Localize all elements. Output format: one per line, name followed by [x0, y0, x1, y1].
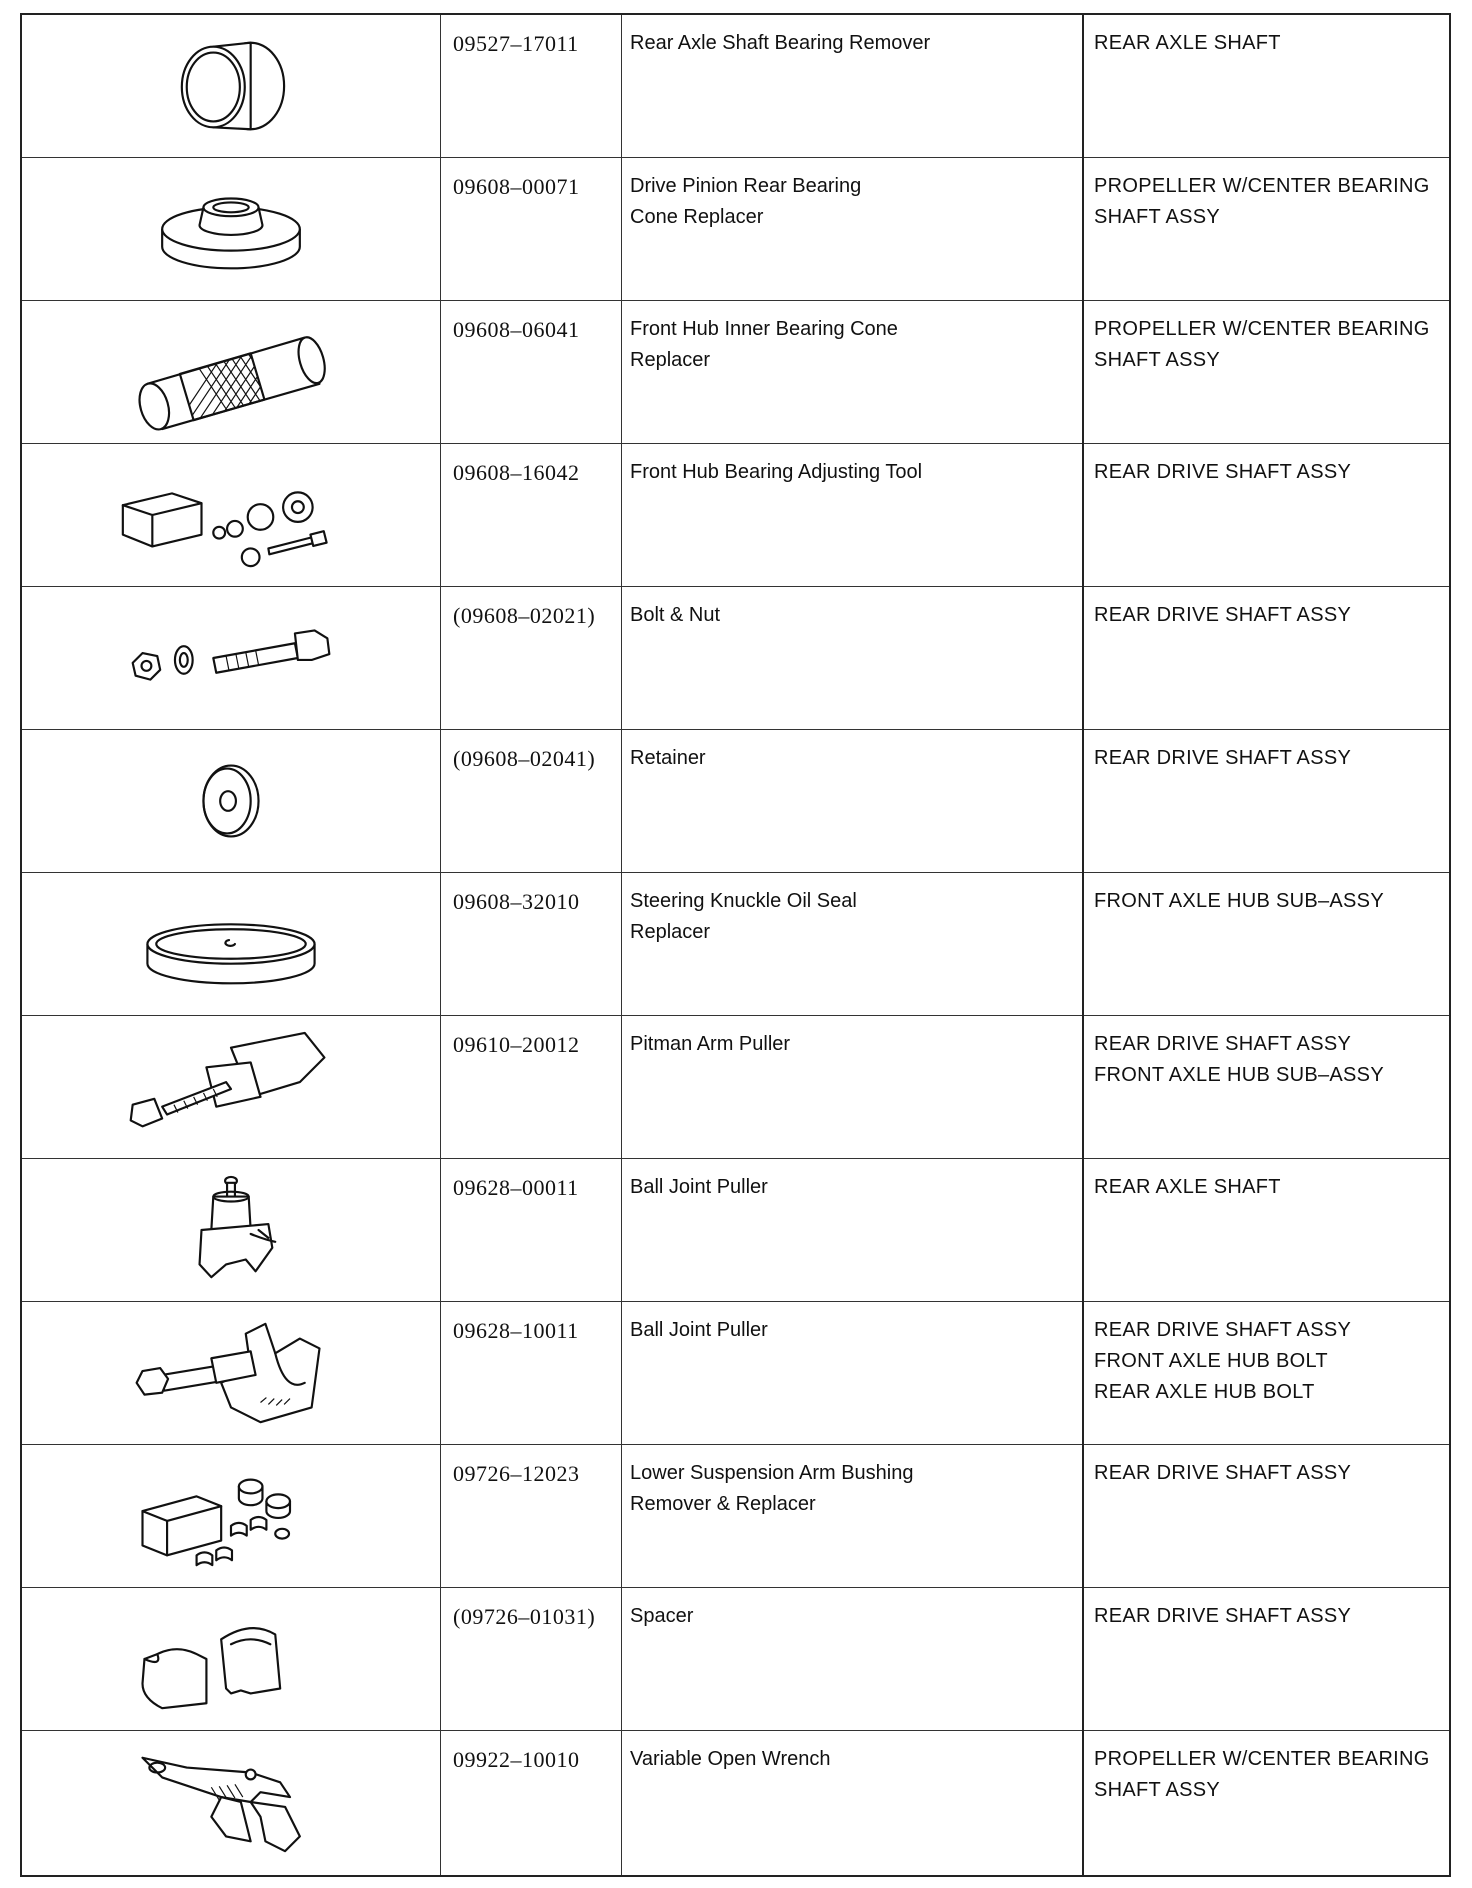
tool-illustration-cell [21, 1731, 441, 1876]
tool-name: Rear Axle Shaft Bearing Remover [630, 32, 931, 54]
tool-name-cell [622, 1445, 1084, 1588]
tool-row-6 [21, 730, 1450, 873]
application-note: PROPELLER W/CENTER BEARING SHAFT ASSY [1094, 175, 1430, 228]
tool-row-4 [21, 444, 1450, 587]
bolt-and-nut-icon [101, 599, 361, 717]
tool-illustration-cell [21, 730, 441, 873]
tool-illustration [22, 587, 440, 729]
part-number-cell [441, 1588, 622, 1731]
tool-row-9 [21, 1159, 1450, 1302]
tool-name: Steering Knuckle Oil Seal Replacer [630, 890, 857, 943]
part-number: 09527–17011 [453, 31, 579, 56]
application-note: REAR DRIVE SHAFT ASSY [1094, 1462, 1352, 1484]
application-cell [1083, 301, 1450, 444]
part-number: 09922–10010 [453, 1747, 580, 1772]
tool-illustration-cell [21, 301, 441, 444]
application-cell [1083, 587, 1450, 730]
tool-illustration-cell [21, 1016, 441, 1159]
tool-illustration-cell [21, 1302, 441, 1445]
tool-illustration [22, 1445, 440, 1587]
tool-illustration [22, 730, 440, 872]
knurled-cylinder-icon [101, 313, 361, 431]
tool-name-cell [622, 1588, 1084, 1731]
part-number-cell [441, 1016, 622, 1159]
tool-name-cell [622, 730, 1084, 873]
part-number-cell [441, 444, 622, 587]
tool-name: Ball Joint Puller [630, 1319, 768, 1341]
part-number: 09726–12023 [453, 1461, 580, 1486]
tool-name: Variable Open Wrench [630, 1748, 831, 1770]
tool-name-cell [622, 301, 1084, 444]
tool-name: Pitman Arm Puller [630, 1033, 791, 1055]
part-number-cell [441, 1731, 622, 1876]
ball-joint-puller-fork-icon [101, 1171, 361, 1289]
tool-row-2 [21, 158, 1450, 301]
retainer-washer-icon [101, 742, 361, 860]
part-number: 09608–06041 [453, 317, 580, 342]
tool-name-cell [622, 1302, 1084, 1445]
application-cell [1083, 1302, 1450, 1445]
tool-name: Bolt & Nut [630, 604, 721, 626]
bearing-cone-replacer-icon [101, 170, 361, 288]
special-service-tools-table [20, 13, 1451, 1877]
tool-name: Lower Suspension Arm Bushing Remover & Replacer [630, 1462, 914, 1515]
tool-name-cell [622, 1159, 1084, 1302]
tool-illustration [22, 444, 440, 586]
part-number-cell [441, 301, 622, 444]
part-number: 09608–32010 [453, 889, 580, 914]
tool-row-11 [21, 1445, 1450, 1588]
tool-name: Front Hub Bearing Adjusting Tool [630, 461, 923, 483]
variable-open-wrench-icon [101, 1743, 361, 1861]
part-number: 09608–00071 [453, 174, 580, 199]
part-number-cell [441, 730, 622, 873]
part-number: 09610–20012 [453, 1032, 580, 1057]
tool-illustration [22, 15, 440, 157]
part-number: (09608–02021) [453, 603, 596, 628]
application-note: REAR DRIVE SHAFT ASSY [1094, 747, 1352, 769]
application-cell [1083, 158, 1450, 301]
tool-illustration-cell [21, 14, 441, 158]
bushing-tool-set-icon [101, 1457, 361, 1575]
application-cell [1083, 1159, 1450, 1302]
application-note: PROPELLER W/CENTER BEARING SHAFT ASSY [1094, 1748, 1430, 1801]
part-number-cell [441, 873, 622, 1016]
application-note: REAR DRIVE SHAFT ASSY [1094, 1605, 1352, 1627]
application-cell [1083, 1731, 1450, 1876]
tool-name: Ball Joint Puller [630, 1176, 768, 1198]
tool-name: Spacer [630, 1605, 694, 1627]
tool-illustration [22, 1588, 440, 1730]
oil-seal-replacer-icon [101, 885, 361, 1003]
tool-illustration [22, 873, 440, 1015]
part-number: 09608–16042 [453, 460, 580, 485]
adjusting-tool-set-icon [101, 456, 361, 574]
tool-name-cell [622, 873, 1084, 1016]
application-note: REAR DRIVE SHAFT ASSY [1094, 461, 1352, 483]
tool-illustration [22, 301, 440, 443]
tool-illustration [22, 158, 440, 300]
tool-name: Front Hub Inner Bearing Cone Replacer [630, 318, 898, 371]
tool-illustration-cell [21, 587, 441, 730]
application-cell [1083, 1445, 1450, 1588]
part-number: 09628–10011 [453, 1318, 579, 1343]
tool-illustration-cell [21, 1159, 441, 1302]
sst-table-body [21, 14, 1450, 1876]
tool-name-cell [622, 158, 1084, 301]
application-cell [1083, 14, 1450, 158]
tool-row-12 [21, 1588, 1450, 1731]
part-number-cell [441, 158, 622, 301]
part-number: (09608–02041) [453, 746, 596, 771]
application-note: REAR DRIVE SHAFT ASSY [1094, 604, 1352, 626]
pitman-arm-puller-icon [101, 1028, 361, 1146]
tool-illustration-cell [21, 873, 441, 1016]
part-number-cell [441, 14, 622, 158]
application-cell [1083, 873, 1450, 1016]
tool-name-cell [622, 1731, 1084, 1876]
tool-row-3 [21, 301, 1450, 444]
application-cell [1083, 1588, 1450, 1731]
part-number-cell [441, 1445, 622, 1588]
part-number-cell [441, 1159, 622, 1302]
tool-row-8 [21, 1016, 1450, 1159]
application-note: FRONT AXLE HUB SUB–ASSY [1094, 890, 1384, 912]
tool-illustration [22, 1731, 440, 1873]
application-note: REAR DRIVE SHAFT ASSY FRONT AXLE HUB SUB–ASSY [1094, 1033, 1384, 1086]
application-cell [1083, 1016, 1450, 1159]
tool-illustration-cell [21, 158, 441, 301]
tool-name-cell [622, 444, 1084, 587]
tool-name-cell [622, 14, 1084, 158]
spacer-halves-icon [101, 1600, 361, 1718]
tool-row-10 [21, 1302, 1450, 1445]
tool-name: Drive Pinion Rear Bearing Cone Replacer [630, 175, 862, 228]
tool-illustration [22, 1302, 440, 1444]
part-number: 09628–00011 [453, 1175, 579, 1200]
tool-illustration [22, 1016, 440, 1158]
tool-illustration-cell [21, 1588, 441, 1731]
application-note: PROPELLER W/CENTER BEARING SHAFT ASSY [1094, 318, 1430, 371]
tool-row-13 [21, 1731, 1450, 1876]
application-cell [1083, 444, 1450, 587]
tool-illustration-cell [21, 1445, 441, 1588]
part-number-cell [441, 587, 622, 730]
part-number-cell [441, 1302, 622, 1445]
ball-joint-puller-clamp-icon [101, 1314, 361, 1432]
application-note: REAR AXLE SHAFT [1094, 32, 1281, 54]
tool-row-7 [21, 873, 1450, 1016]
tool-row-1 [21, 14, 1450, 158]
application-note: REAR AXLE SHAFT [1094, 1176, 1281, 1198]
bearing-remover-cup-icon [101, 27, 361, 145]
application-cell [1083, 730, 1450, 873]
application-note: REAR DRIVE SHAFT ASSY FRONT AXLE HUB BOLT REAR AXLE HUB BOLT [1094, 1319, 1352, 1403]
tool-illustration [22, 1159, 440, 1301]
part-number: (09726–01031) [453, 1604, 596, 1629]
tool-name-cell [622, 1016, 1084, 1159]
tool-row-5 [21, 587, 1450, 730]
tool-name: Retainer [630, 747, 706, 769]
tool-illustration-cell [21, 444, 441, 587]
tool-name-cell [622, 587, 1084, 730]
